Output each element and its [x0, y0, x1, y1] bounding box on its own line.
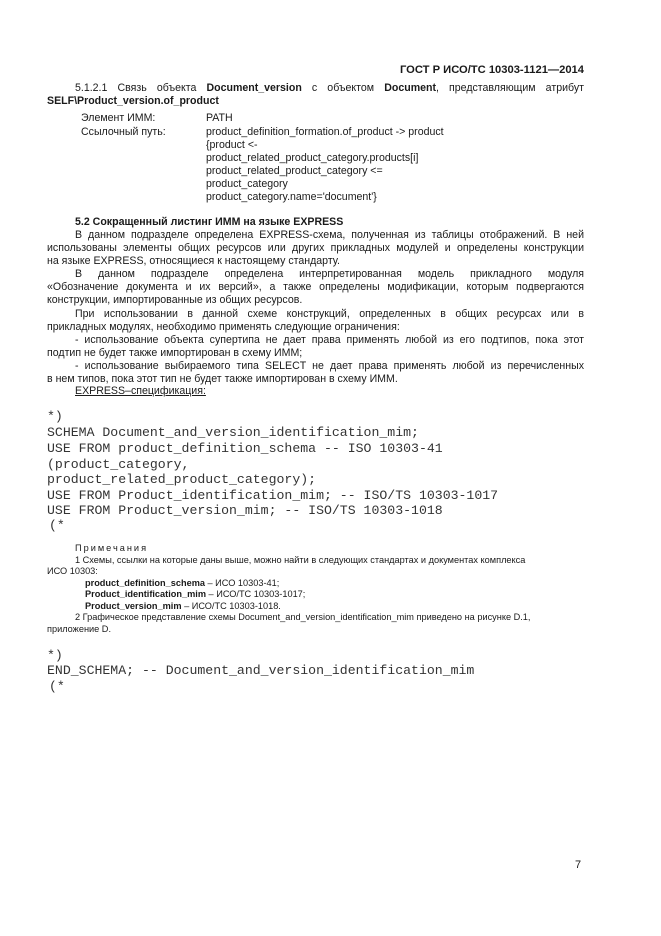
document-code-header: ГОСТ Р ИСО/ТС 10303-1121—2014 [399, 64, 584, 76]
code-line: SCHEMA Document_and_version_identification_mim; [47, 425, 419, 440]
notes-title: Примечания [75, 543, 149, 553]
paragraph-line: конструкции, импортированные из общих ресурсов. [47, 294, 303, 306]
note-ref-name: Product_identification_mim [85, 589, 206, 599]
reference-path-line: product_related_product_category.products[i] [206, 152, 419, 164]
paragraph-line: на языке EXPRESS, относящиеся к настоящему стандарту. [47, 255, 340, 267]
reference-path-line: product_related_product_category <= [206, 165, 383, 177]
code-line: *) [47, 409, 63, 424]
mim-element-value: PATH [206, 112, 233, 124]
reference-path-line: product_definition_formation.of_product -> product [206, 126, 444, 138]
bullet-line: в нем типов, пока этот тип не будет также импортирован в схему ИММ. [47, 373, 398, 385]
reference-path-line: product_category [206, 178, 288, 190]
s5121-obj2: Document [384, 82, 436, 94]
bullet-line: подтип не будет также импортирован в схему ИММ; [47, 347, 303, 359]
code-line: (* [49, 679, 65, 694]
note-ref [85, 589, 305, 601]
page-number: 7 [575, 859, 582, 871]
note-line: приложение D. [47, 624, 111, 634]
s5121-pre: 5.1.2.1 Связь объекта [75, 82, 207, 94]
s5121-post: , представляющим атрибут [436, 82, 584, 94]
reference-path-line: {product <- [206, 139, 258, 151]
s5121-obj1: Document_version [206, 82, 302, 94]
paragraph-line: прикладных модулях, необходимо применять следующие ограничения: [47, 321, 400, 333]
note-ref [85, 601, 281, 613]
note-ref [85, 578, 279, 590]
note-line: 1 Схемы, ссылки на которые даны выше, можно найти в следующих стандартах и документах комплекса [75, 555, 526, 565]
code-line: (product_category, [47, 457, 190, 472]
note-ref-std: – ИСО 10303-41; [204, 578, 280, 588]
code-line: (* [49, 518, 65, 533]
paragraph-line: «Обозначение документа и их версий», а также определены модификации, которым подвергаются [47, 281, 584, 293]
note-ref-std: – ИСО/ТС 10303-1017; [206, 589, 306, 599]
paragraph-line: В данном подразделе определена EXPRESS-схема, полученная из таблицы отображений. В ней [75, 229, 584, 241]
paragraph-line: При использовании в данной схеме конструкций, определенных в общих ресурсах или в [75, 308, 584, 320]
reference-path-label: Ссылочный путь: [81, 126, 166, 138]
reference-path-line: product_category.name='document'} [206, 191, 377, 203]
bullet-line: - использование объекта супертипа не дает права применять любой из его подтипов, пока этот [75, 334, 584, 346]
note-ref-std: – ИСО/ТС 10303-1018. [181, 601, 281, 611]
section-5-1-2-1-line1 [75, 82, 584, 95]
express-spec-label: EXPRESS–спецификация: [75, 385, 206, 397]
section-5-1-2-1-line2: SELF\Product_version.of_product [47, 95, 219, 107]
code-line: USE FROM product_definition_schema -- ISO 10303-41 [47, 441, 443, 456]
code-line: USE FROM Product_identification_mim; -- ISO/TS 10303-1017 [47, 488, 499, 503]
code-line: product_related_product_category); [47, 472, 317, 487]
note-ref-name: Product_version_mim [85, 601, 182, 611]
note-line: ИСО 10303: [47, 566, 98, 576]
code-line: USE FROM Product_version_mim; -- ISO/TS 10303-1018 [47, 503, 443, 518]
note-ref-name: product_definition_schema [85, 578, 205, 588]
bullet-line: - использование выбираемого типа SELECT не дает права применять любой из перечисленных [75, 360, 584, 372]
s5121-mid: с объектом [301, 82, 385, 94]
mim-element-label: Элемент ИММ: [81, 112, 156, 124]
section-5-2-heading: 5.2 Сокращенный листинг ИММ на языке EXPRESS [75, 216, 344, 228]
code-line: *) [47, 648, 63, 663]
note-line: 2 Графическое представление схемы Document_and_version_identification_mim приведено на рисунке D.1, [75, 612, 531, 622]
code-line: END_SCHEMA; -- Document_and_version_identification_mim [47, 663, 475, 678]
paragraph-line: использованы элементы общих ресурсов или других прикладных модулей и определены конструкции [47, 242, 584, 254]
paragraph-line: В данном подразделе определена интерпретированная модель прикладного модуля [75, 268, 584, 280]
